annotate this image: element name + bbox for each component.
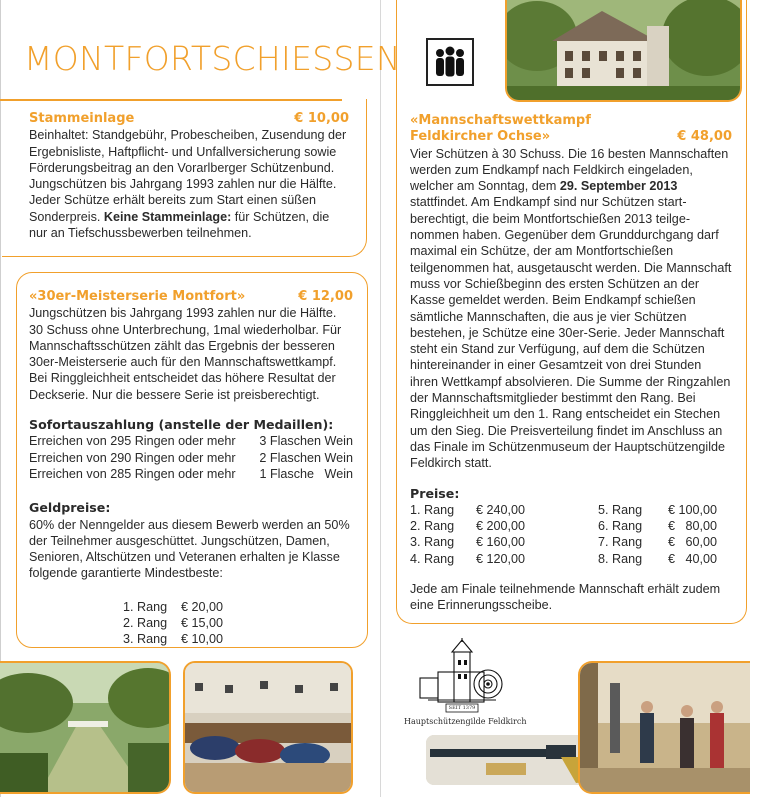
page-title: MONTFORTSCHIESSEN xyxy=(24,39,401,78)
meisterserie-price: € 12,00 xyxy=(298,289,353,304)
stammeinlage-text: Beinhaltet: Standgebühr, Probescheiben, Zusendung der Ergebnisliste, Haftpflicht- und Unfallversicherung sowie Förderungsbeitrag an den Vorarlberger Schützenbund. Jungschützen bis Jahrgang 1993 zahlen nur die Hälfte. Jeder Schütze erhält bereits zum Start einen süßen Sonderpreis. Keine Stammeinlage: für Schützen, die nur an Tiefschussbewerben teilnehmen. xyxy=(29,128,347,241)
preis-row: 8. Rang € 40,00 xyxy=(598,551,718,566)
meisterserie-box xyxy=(16,272,368,648)
gilde-logo xyxy=(404,638,527,730)
mannschaft-price: € 48,00 xyxy=(677,129,732,145)
geldpreise-heading: Geldpreise: xyxy=(29,500,111,516)
logo-year: SEIT 1379 xyxy=(448,705,476,711)
geldpreise-text: 60% der Nenngelder aus diesem Bewerb werden an 50% der Teilnehmer ausgeschüttet. Jungschützen, Damen, Senioren, Altschützen und Veteranen erhalten je Klasse folgende garantierte Mindestbeste: xyxy=(29,517,350,581)
stammeinlage-title: Stammeinlage xyxy=(29,111,135,126)
preis-row: 5. Rang € 100,00 xyxy=(598,502,718,517)
sofort-row: Erreichen von 290 Ringen oder mehr 2 Flaschen Wein xyxy=(29,450,353,465)
preis-row: 6. Rang € 80,00 xyxy=(598,519,718,534)
preise-heading: Preise: xyxy=(410,485,460,501)
meisterserie-text: Jungschützen bis Jahrgang 1993 zahlen nur die Hälfte. 30 Schuss ohne Unterbrechung, 1mal wiederholbar. Für Mannschaftsschützen zählt das Ergebnis der besseren 30er-Meisterserie auch für den Mannschaftswettkampf. Bei Ringgleichheit entscheidet das höhere Resultat der Deckserie. Nur die bessere Serie ist preisberechtigt. xyxy=(29,306,342,402)
range-indoor-photo xyxy=(183,661,353,794)
sofort-row: Erreichen von 295 Ringen oder mehr 3 Flaschen Wein xyxy=(29,434,353,449)
mannschaft-text: Vier Schützen à 30 Schuss. Die 16 besten Mannschaften werden zum Endkampf nach Feldkirch eingeladen, welcher am Sonntag, dem 29. September 2013 stattfindet. Am Endkampf sind nur Schützen startberechtigt, die beim Montfortschießen 2013 teilgenommen haben. Gegenüber dem Grunddurchgang darf maximal ein Schütze, der am Montfortschießen teilgenommen hat, ausgetauscht werden. Die Mannschaft muss vor Schießbeginn des ersten Schützen an der Kasse gemeldet werden. Beim Endkampf schießen sämtliche Mannschaften, die aus je vier Schützen bestehen, je Schütze eine 30er-Serie. Jeder Mannschaft steht ein Stand zur Verfügung, auf dem die Schützen hintereinander in einer Gesamtzeit von drei Stunden ihren Wettkampf absolvieren. Die Summe der Ringzahlen der Mannschaftsmitglieder bestimmt den Rang. Bei Ringgleichheit um den 1. Rang entscheidet ein Stechen um den Sieg. Die Preisverteilung findet im Anschluss an das Finale im Schützenmuseum der Hauptschützengilde Feldkirch statt. xyxy=(410,146,732,471)
preise-table xyxy=(410,502,732,567)
mannschaft-footer: Jede am Finale teilnehmende Mannschaft erhält zudem eine Erinnerungsscheibe. xyxy=(410,582,721,613)
mannschaft-title-1: «Mannschaftswettkampf xyxy=(410,113,591,128)
stammeinlage-price: € 10,00 xyxy=(294,111,349,126)
preis-row: 7. Rang € 60,00 xyxy=(598,535,718,550)
meisterserie-title: «30er-Meisterserie Montfort» xyxy=(29,289,246,304)
preis-row: 1. Rang € 240,00 xyxy=(410,502,526,517)
stammeinlage-box xyxy=(2,99,367,257)
sofortauszahlung-heading: Sofortauszahlung (anstelle der Medaillen): xyxy=(29,417,334,433)
sofort-row: Erreichen von 285 Ringen oder mehr 1 Flasche Wein xyxy=(29,466,353,481)
stammeinlage-top-rule xyxy=(0,99,342,101)
preis-row: 3. Rang € 160,00 xyxy=(410,535,526,550)
mannschaft-title-2: Feldkircher Ochse» xyxy=(410,129,551,145)
preis-row: 2. Rang € 200,00 xyxy=(410,519,526,534)
geldpreis-row: 3. Rang € 10,00 xyxy=(123,632,224,647)
team-icon xyxy=(426,38,474,86)
sofortauszahlung-list xyxy=(29,433,353,482)
house-photo xyxy=(505,0,742,102)
geldpreis-row: 2. Rang € 15,00 xyxy=(123,616,224,631)
pistol-photo xyxy=(426,735,600,785)
range-outdoor-photo xyxy=(0,661,171,794)
geldpreise-list xyxy=(123,599,353,648)
geldpreis-row: 1. Rang € 20,00 xyxy=(123,599,224,614)
logo-caption: Hauptschützengilde Feldkirch xyxy=(404,717,527,726)
column-divider xyxy=(380,0,381,797)
indoor-shooting-photo xyxy=(578,661,750,794)
preis-row: 4. Rang € 120,00 xyxy=(410,551,526,566)
